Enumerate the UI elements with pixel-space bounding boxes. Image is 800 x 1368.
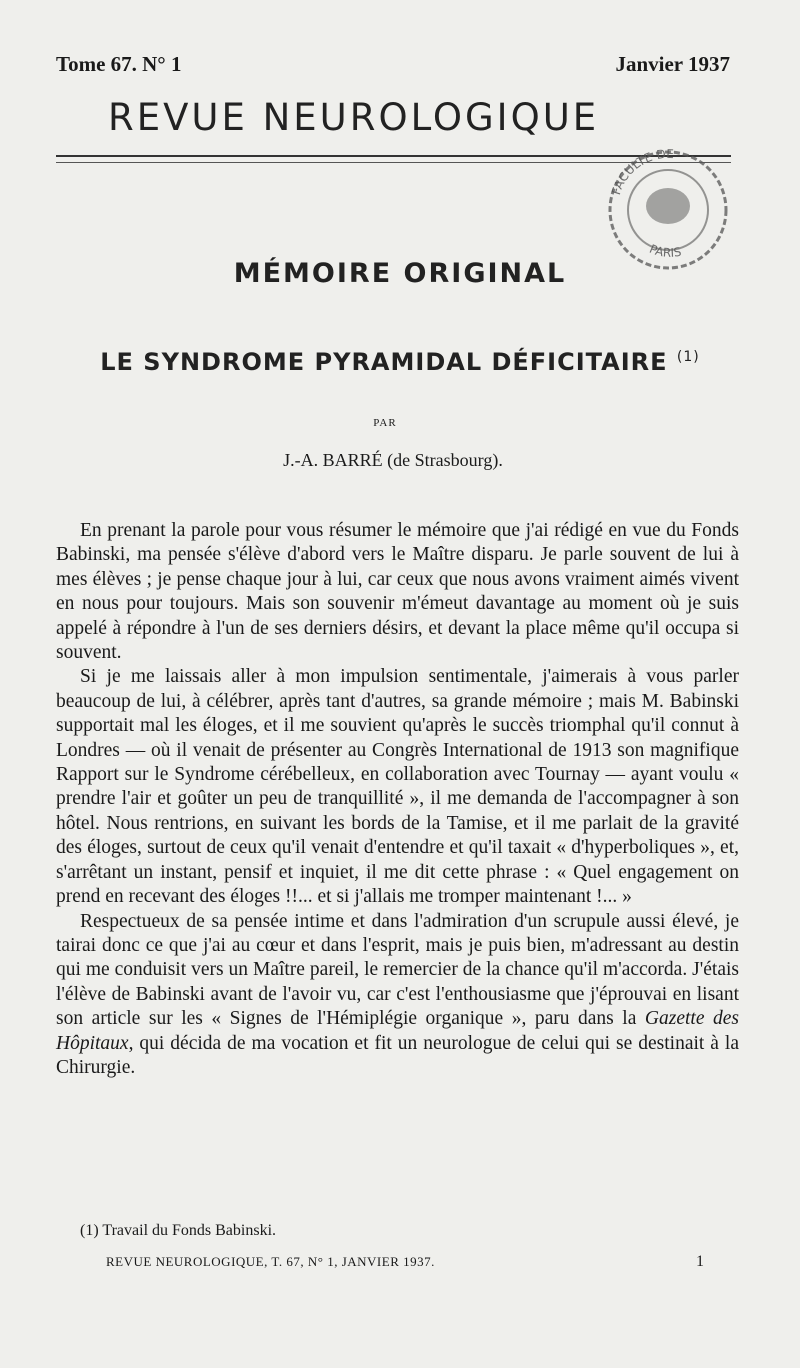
footnote — [80, 1222, 276, 1240]
paragraph-3-end: , qui décida de ma vocation et fit un neurologue de celui qui se destinait à la Chirurgie. — [56, 1032, 739, 1078]
paragraph-3 — [56, 910, 739, 1081]
title-footnote-mark: (1) — [676, 349, 700, 365]
author-name: J.-A. BARRÉ (de Strasbourg). — [283, 450, 503, 470]
article-title — [0, 348, 800, 376]
paragraph-2: Si je me laissais aller à mon impulsion sentimentale, j'aimerais à vous parler beaucoup de lui, à célébrer, après tant d'autres, sa grande mémoire ; mais M. Babinski supportait mal les éloges, et il me souvient qu'après le succès triomphal qu'il connut à Londres — où il venait de présenter au Congrès International de 1913 son magnifique Rapport sur le Syndrome cérébelleux, en collaboration avec Tournay — ayant voulu « prendre l'air et goûter un peu de tranquillité », il me demanda de l'accompagner à son hôtel. Nous rentrions, en suivant les bords de la Tamise, et il me parlait de la gravité des éloges, surtout de ceux qu'il venait d'entendre et qu'il taxait « d'hyperboliques », et, s'arrêtant un instant, pensif et inquiet, il me dit cette phrase : « Quel engagement on prend en recevant des éloges !!... et si j'allais me tromper maintenant !... » — [56, 666, 739, 908]
issue-date: Janvier 1937 — [615, 52, 730, 76]
journal-citation-italic: Gazette des Hôpitaux — [56, 1008, 739, 1054]
footer-citation: REVUE NEUROLOGIQUE, T. 67, N° 1, JANVIER 1937. — [106, 1254, 435, 1269]
paragraph-1: En prenant la parole pour vous résumer le mémoire que j'ai rédigé en vue du Fonds Babinski, ma pensée s'élève d'abord vers le Maître disparu. Je parle souvent de lui à mes élèves ; je pense chaque jour à lui, car ceux que nous avons vraiment aimés vivent en nous pour toujours. Mais son souvenir m'émeut davantage au moment où je suis appelé à répondre à l'un de ses derniers désirs, et devant la place même qu'il occupa si souvent. — [56, 520, 739, 664]
page-number: 1 — [696, 1253, 704, 1270]
section-heading: MÉMOIRE ORIGINAL — [233, 258, 567, 289]
journal-title: REVUE NEUROLOGIQUE — [108, 96, 600, 139]
footnote-mark: (1) — [80, 1222, 99, 1239]
article-body — [56, 519, 739, 1080]
byline-par: PAR — [373, 417, 397, 429]
paragraph-3-start: Respectueux de sa pensée intime et dans l'admiration d'un scrupule aussi élevé, je tairai donc ce que j'ai au cœur et dans l'esprit, mais je puis bien, m'adressant au destin qui me conduisit vers un Maître pareil, le remercier de la chance qu'il m'accorda. J'étais l'élève de Babinski avant de l'avoir vu, car c'est l'enthousiasme que j'éprouvai en lisant son article sur les « Signes de l'Hémiplégie organique », paru dans la — [56, 910, 739, 1030]
stamp-top-text: FACULTE DE — [608, 146, 675, 197]
article-title-text: LE SYNDROME PYRAMIDAL DÉFICITAIRE — [100, 348, 668, 376]
volume-number: Tome 67. N° 1 — [56, 52, 182, 76]
stamp-bottom-text: PARIS — [647, 241, 683, 260]
footnote-text: Travail du Fonds Babinski. — [102, 1222, 277, 1239]
library-stamp — [596, 118, 736, 278]
